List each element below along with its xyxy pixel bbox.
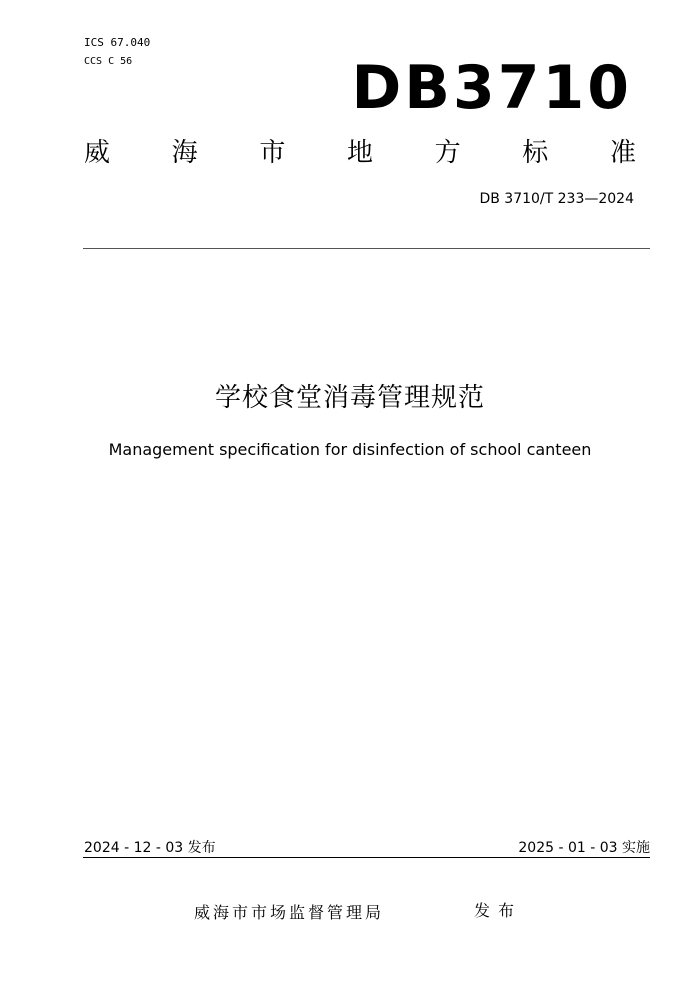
standard-kind-char: 威 (84, 138, 111, 168)
standard-number: DB 3710/T 233—2024 (479, 191, 634, 207)
standard-kind-heading (84, 136, 636, 170)
issue-date: 2024 - 12 - 03 发布 (84, 840, 216, 856)
standard-kind-char: 准 (609, 138, 636, 168)
ccs-code: CCS C 56 (84, 56, 133, 67)
implementation-date: 2025 - 01 - 03 实施 (518, 840, 650, 856)
document-title-english: Management specification for disinfection of school canteen (108, 440, 592, 459)
document-title-chinese: 学校食堂消毒管理规范 (214, 383, 485, 413)
standard-kind-char: 海 (171, 138, 198, 168)
db-code-heading: DB3710 (351, 53, 632, 123)
standard-kind-char: 市 (259, 138, 286, 168)
standard-kind-char: 地 (346, 138, 373, 168)
publish-label: 发布 (474, 901, 523, 920)
ics-code: ICS 67.040 (84, 36, 151, 49)
standard-kind-char: 方 (434, 138, 461, 168)
publisher-name: 威海市市场监督管理局 (194, 903, 385, 922)
header-divider (83, 248, 650, 249)
standard-kind-char: 标 (522, 138, 549, 168)
footer-divider (83, 857, 650, 858)
